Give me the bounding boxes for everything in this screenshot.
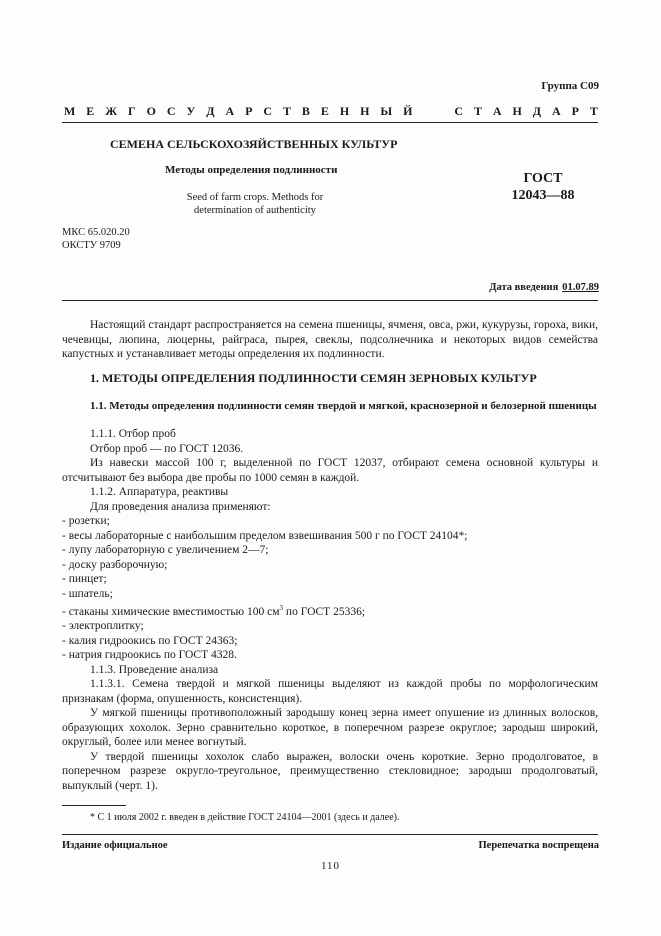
interstate-letter: Ж xyxy=(105,104,118,118)
list-item: - калия гидроокись по ГОСТ 24363; xyxy=(62,634,238,647)
subsection-heading: 1.1. Методы определения подлинности семян твердой и мягкой, краснозерной и белозерной пшеницы xyxy=(90,400,597,412)
document-title: СЕМЕНА СЕЛЬСКОХОЗЯЙСТВЕННЫХ КУЛЬТУР xyxy=(110,137,398,151)
standard-letter: Н xyxy=(512,104,522,118)
list-item: - пинцет; xyxy=(62,573,107,585)
english-title xyxy=(170,191,340,217)
date-label: Дата введения xyxy=(489,282,559,293)
intro-text: Настоящий стандарт распространяется на семена пшеницы, ячменя, овса, ржи, кукурузы, гороха, вики, чечевицы, люпина, люцерны, райграса, пырея, свеклы, подсолнечника и некоторых видов семейства капустных и устанавливает методы определения их подлинности. xyxy=(62,319,598,360)
footnote: * С 1 июля 2002 г. введен в действие ГОСТ 24104—2001 (здесь и далее). xyxy=(90,812,400,823)
interstate-letter: У xyxy=(186,104,196,118)
intro-paragraph xyxy=(62,318,598,362)
para-1-1-1a: Отбор проб — по ГОСТ 12036. xyxy=(90,442,244,455)
interstate-letter: Ы xyxy=(380,104,393,118)
interstate-letter: Е xyxy=(320,104,329,118)
okstu-code: ОКСТУ 9709 xyxy=(62,240,121,251)
standard-letter: С xyxy=(454,104,463,118)
interstate-letter: В xyxy=(301,104,310,118)
standard-letter: А xyxy=(551,104,561,118)
interstate-letter: Й xyxy=(403,104,413,118)
list-item: - шпатель; xyxy=(62,587,113,600)
interstate-letter: А xyxy=(225,104,235,118)
list-item: - натрия гидроокись по ГОСТ 4328. xyxy=(62,649,237,662)
list-item: - весы лабораторные с наибольшим пределом взвешивания 500 г по ГОСТ 24104*; xyxy=(62,529,468,542)
para-1-1-1: 1.1.1. Отбор проб xyxy=(90,428,176,440)
beaker-suffix: по ГОСТ 25336; xyxy=(283,605,366,618)
interstate-letter: С xyxy=(263,104,273,118)
group-code: Группа С09 xyxy=(541,80,599,92)
reprint-prohibited: Перепечатка воспрещена xyxy=(478,840,599,851)
para-1-1-2: 1.1.2. Аппаратура, реактивы xyxy=(90,486,229,498)
interstate-letter: М xyxy=(64,104,76,118)
body-text xyxy=(62,427,598,793)
interstate-standard-banner xyxy=(64,104,598,119)
standard-letter: Т xyxy=(473,104,482,118)
beaker-sup: 3 xyxy=(279,604,284,612)
beaker-text: - стаканы химические вместимостью 100 см xyxy=(62,605,280,618)
mks-code: МКС 65.020.20 xyxy=(62,227,130,238)
interstate-letter: Т xyxy=(282,104,291,118)
gost-label: ГОСТ xyxy=(523,171,563,186)
banner-gap xyxy=(423,104,443,119)
list-item-beakers xyxy=(62,601,598,619)
classification-codes xyxy=(62,226,130,252)
para-hard-wheat: У твердой пшеницы хохолок слабо выражен, волоски очень короткие. Зерно продолговатое, в поперечном разрезе округло-треугольное, преимущественно стекловидное; зародыш продолговатый, выпуклый (черт. 1). xyxy=(62,750,598,792)
standard-letter: Д xyxy=(532,104,542,118)
para-1-1-3-1: 1.1.3.1. Семена твердой и мягкой пшеницы выделяют из каждой пробы по морфологическим признакам (форма, опушенность, консистенция). xyxy=(62,678,598,705)
interstate-letter: Р xyxy=(245,104,253,118)
date-rule xyxy=(62,300,598,301)
section-heading: 1. МЕТОДЫ ОПРЕДЕЛЕНИЯ ПОДЛИННОСТИ СЕМЯН ЗЕРНОВЫХ КУЛЬТУР xyxy=(90,371,537,385)
footer-rule xyxy=(62,834,598,835)
page-number: 110 xyxy=(320,860,341,872)
list-item: - розетки; xyxy=(62,515,110,527)
interstate-letter: Е xyxy=(86,104,95,118)
standard-letter: Р xyxy=(571,104,579,118)
para-1-1-1b: Из навески массой 100 г, выделенной по ГОСТ 12037, отбирают семена основной культуры и отсчитывают без выбора две пробы по 1000 семян в каждой. xyxy=(62,457,598,484)
footnote-rule xyxy=(62,805,126,806)
list-item: - электроплитку; xyxy=(62,620,144,633)
list-item: - лупу лабораторную с увеличением 2—7; xyxy=(62,544,269,556)
para-soft-wheat: У мягкой пшеницы противоположный зародышу конец зерна имеет опушение из длинных волосков, образующих хохолок. Зерно сравнительно короткое, в поперечном разрезе округлое; зародыш широкий, округлый, более или менее вогнутый. xyxy=(62,707,598,749)
interstate-letter: Н xyxy=(360,104,370,118)
english-title-line2: determination of authenticity xyxy=(194,205,316,216)
para-1-1-2a: Для проведения анализа применяют: xyxy=(90,500,271,513)
gost-designation xyxy=(498,170,588,204)
interstate-letter: С xyxy=(166,104,176,118)
document-subtitle: Методы определения подлинности xyxy=(165,164,338,176)
standard-letter: Т xyxy=(589,104,598,118)
gost-number: 12043—88 xyxy=(511,188,575,203)
interstate-letter: Д xyxy=(206,104,215,118)
standard-letter: А xyxy=(492,104,502,118)
interstate-letter: Н xyxy=(339,104,350,118)
english-title-line1: Seed of farm crops. Methods for xyxy=(186,192,324,203)
interstate-letter: Г xyxy=(128,104,136,118)
header-rule xyxy=(62,122,598,123)
date-value: 01.07.89 xyxy=(562,282,599,293)
introduction-date xyxy=(489,282,599,293)
interstate-letter: О xyxy=(146,104,156,118)
list-item: - доску разборочную; xyxy=(62,558,168,571)
para-1-1-3: 1.1.3. Проведение анализа xyxy=(90,663,219,676)
official-edition: Издание официальное xyxy=(62,840,168,851)
